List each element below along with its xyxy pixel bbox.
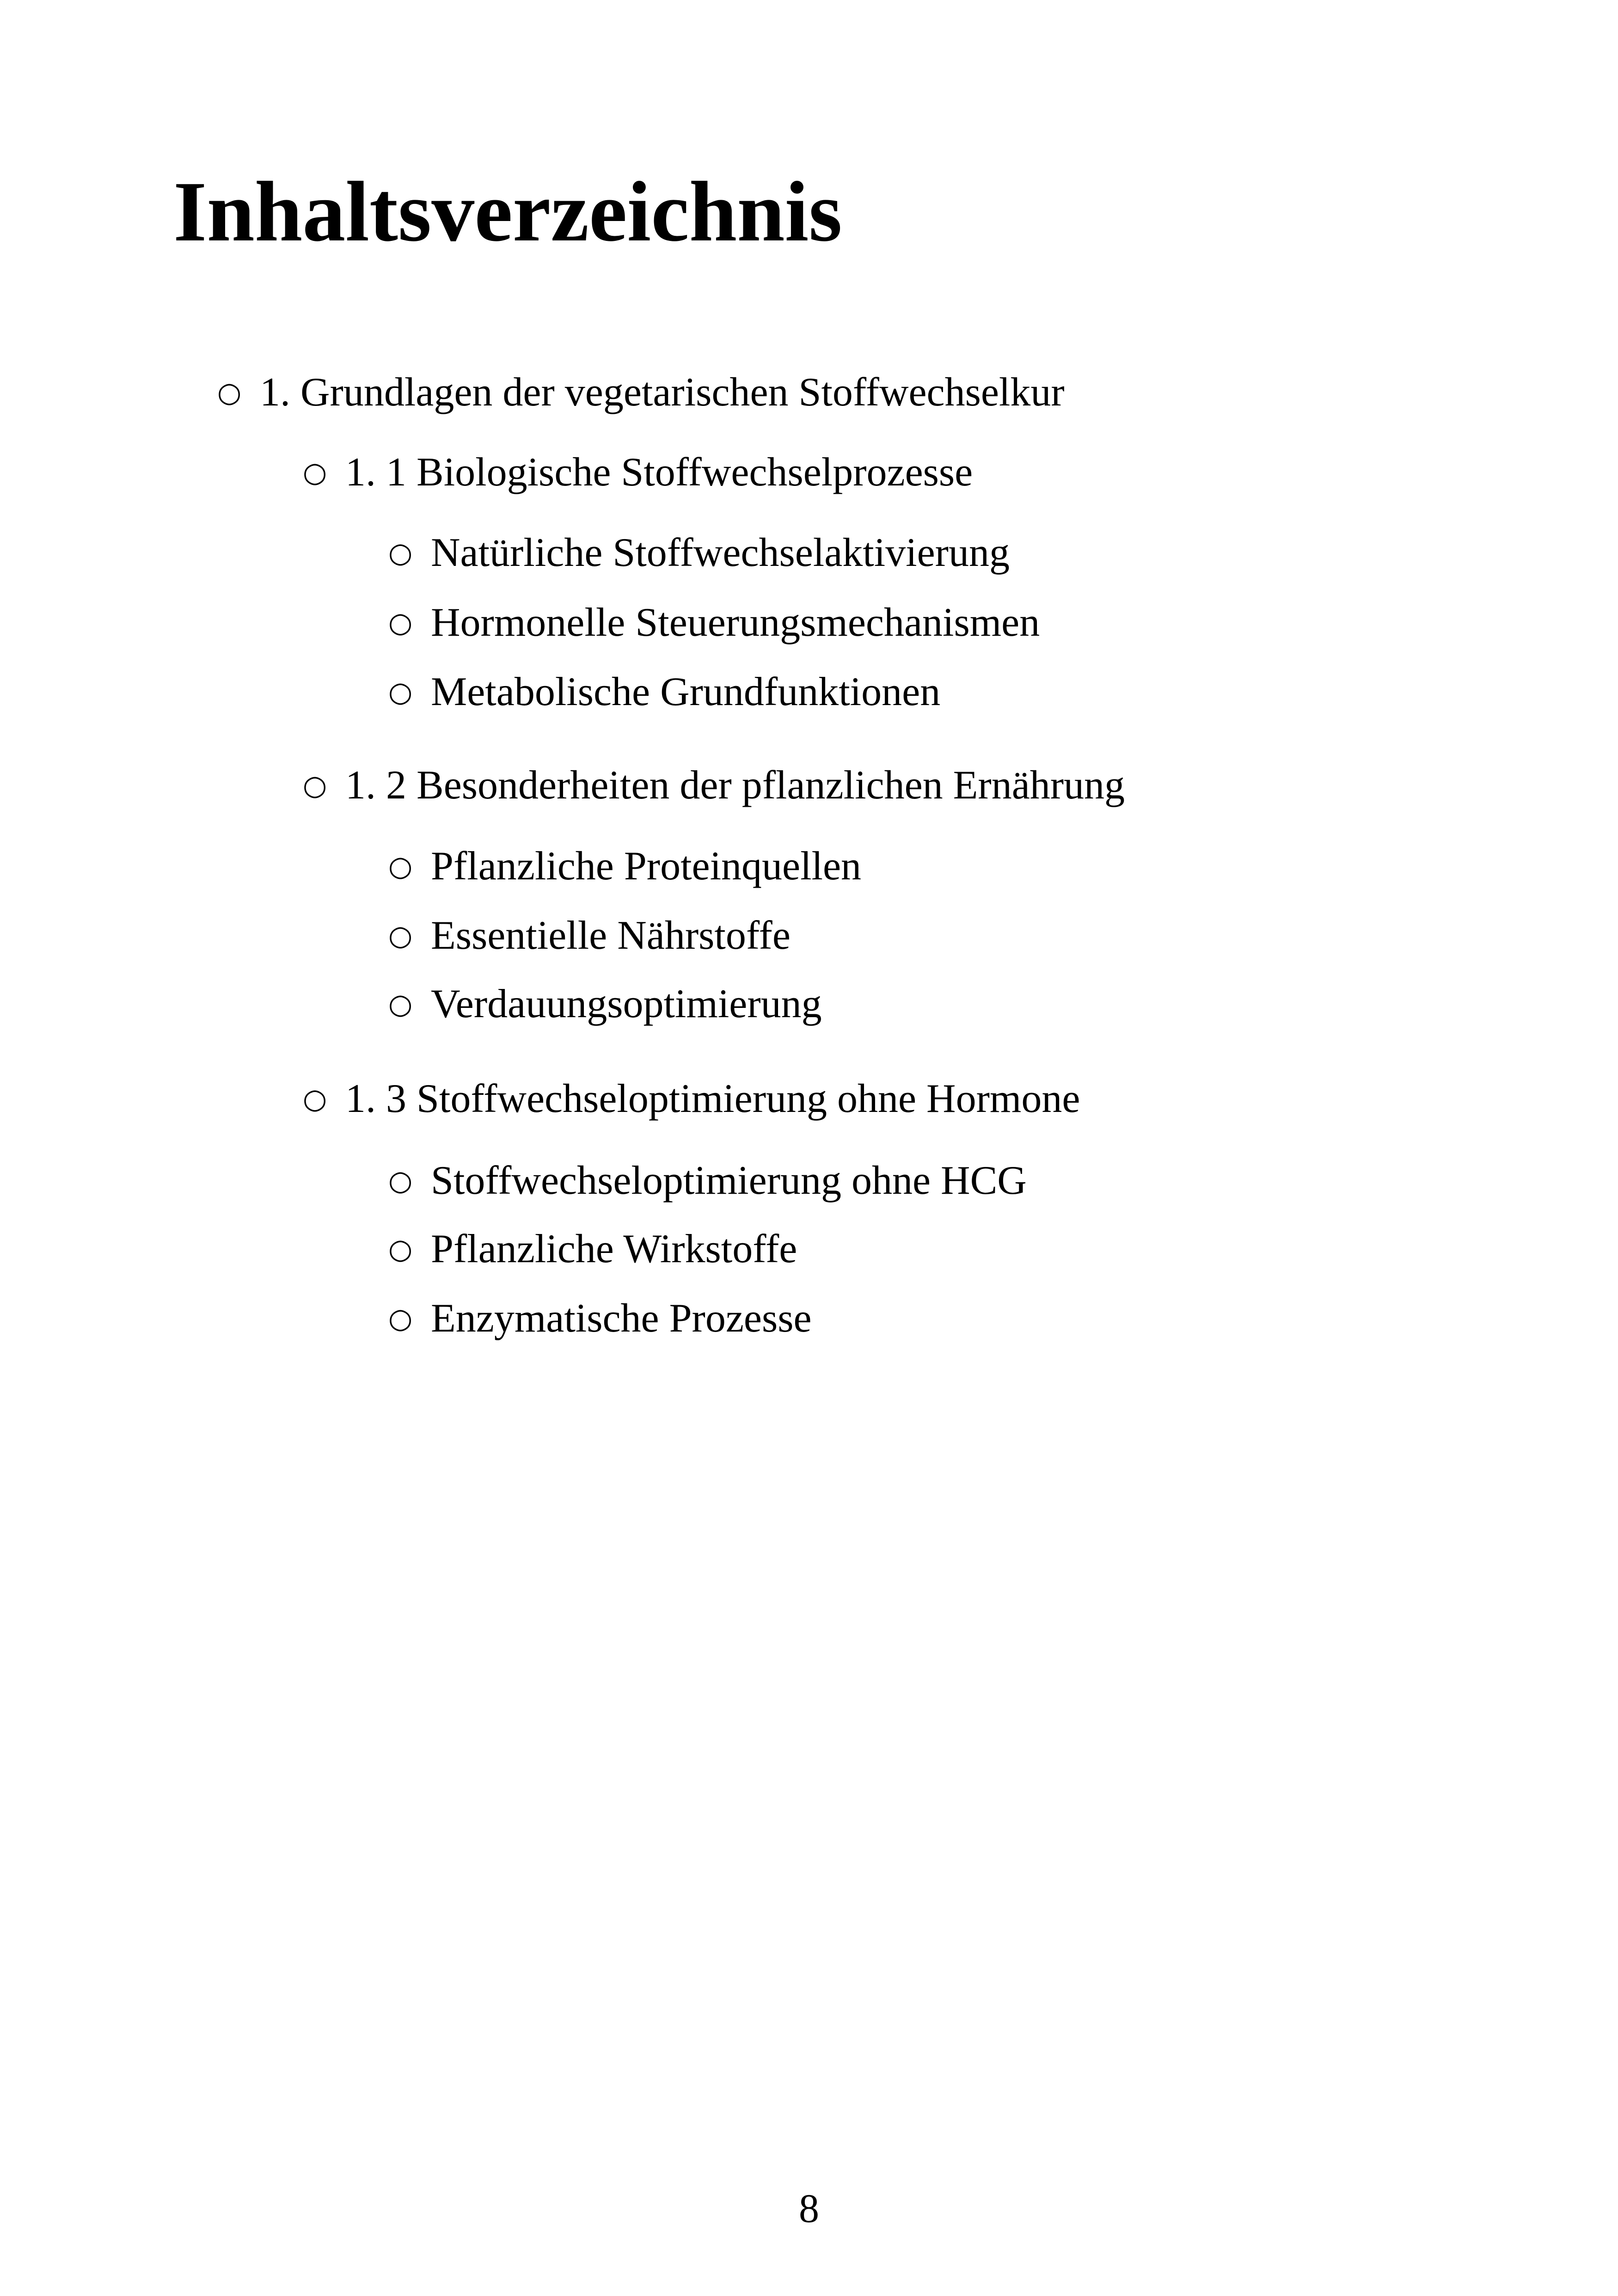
toc-entry-subsection (388, 1160, 1027, 1201)
bullet-icon: ○ (303, 456, 327, 489)
toc-entry-label: Natürliche Stoffwechselaktivierung (431, 530, 1010, 575)
bullet-icon: ○ (388, 607, 413, 639)
toc-entry-label: 1. 1 Biologische Stoffwechselprozesse (345, 450, 973, 495)
toc-entry-subsection (388, 915, 791, 956)
bullet-icon: ○ (388, 1233, 413, 1265)
bullet-icon: ○ (388, 850, 413, 883)
toc-entry-label: Pflanzliche Wirkstoffe (431, 1227, 797, 1271)
toc-entry-label: Essentielle Nährstoffe (431, 913, 791, 958)
bullet-icon: ○ (303, 1083, 327, 1115)
toc-entry-label: Enzymatische Prozesse (431, 1296, 812, 1341)
toc-entry-subsection (388, 602, 1040, 643)
bullet-icon: ○ (388, 1165, 413, 1197)
toc-entry-label: Stoffwechseloptimierung ohne HCG (431, 1158, 1027, 1203)
bullet-icon: ○ (303, 769, 327, 802)
toc-entry-label: 1. Grundlagen der vegetarischen Stoffwechselkur (260, 370, 1065, 415)
toc-entry-section-1-3 (303, 1076, 1080, 1121)
toc-entry-subsection (388, 530, 1010, 575)
toc-entry-label: 1. 2 Besonderheiten der pflanzlichen Ernährung (345, 763, 1125, 808)
toc-entry-chapter-1 (217, 372, 1065, 413)
toc-entry-subsection (388, 669, 941, 714)
page-number: 8 (799, 2186, 819, 2231)
toc-entry-subsection (388, 1229, 797, 1270)
bullet-icon: ○ (388, 988, 413, 1020)
toc-entry-label: 1. 3 Stoffwechseloptimierung ohne Hormone (345, 1076, 1080, 1121)
page-title: Inhaltsverzeichnis (173, 164, 842, 259)
toc-entry-label: Hormonelle Steuerungsmechanismen (431, 600, 1040, 645)
toc-entry-section-1-1 (303, 452, 973, 493)
toc-entry-subsection (388, 846, 861, 887)
bullet-icon: ○ (388, 1302, 413, 1335)
toc-entry-subsection (388, 1298, 812, 1339)
bullet-icon: ○ (388, 676, 413, 708)
toc-entry-section-1-2 (303, 765, 1125, 806)
toc-entry-label: Verdauungsoptimierung (431, 982, 822, 1026)
toc-entry-label: Metabolische Grundfunktionen (431, 669, 941, 714)
bullet-icon: ○ (388, 537, 413, 569)
toc-entry-subsection (388, 984, 822, 1025)
bullet-icon: ○ (217, 376, 242, 409)
toc-entry-label: Pflanzliche Proteinquellen (431, 844, 862, 889)
bullet-icon: ○ (388, 920, 413, 952)
